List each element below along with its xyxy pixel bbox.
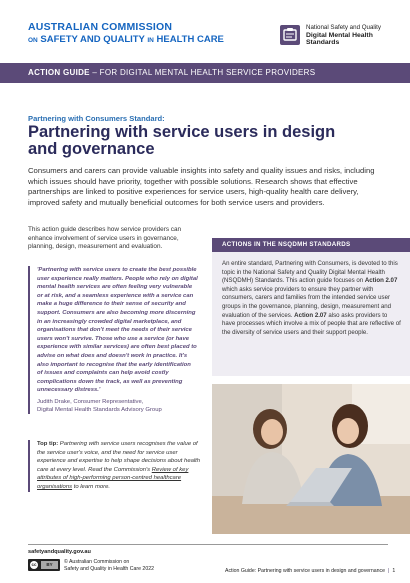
page-title: Partnering with service users in design and governance xyxy=(28,123,336,158)
cc-icon: cc xyxy=(31,562,37,567)
footer-website[interactable]: safetyandquality.gov.au xyxy=(28,549,91,555)
guide-description: This action guide describes how service providers can enhance involvement of service users in governance, planning, design, measurement and evaluation. xyxy=(28,226,182,250)
cc-by-icon: BY xyxy=(41,561,58,569)
photo-illustration xyxy=(212,384,410,534)
footer-doc-info: Action Guide: Partnering with service users in design and governance | 1 xyxy=(225,568,396,574)
top-tip: Top tip: Partnering with service users recognises the value of the service user's voice, and the need for service user experience and expertise to help shape decisions about health care at every level. Read the Commission's Review of key attributes of high-performing person-centred healthcare organisations to learn more. xyxy=(28,440,204,492)
footer-divider xyxy=(28,544,388,545)
standards-logo-text: National Safety and Quality Digital Mental Health Standards xyxy=(306,24,381,46)
clipboard-icon xyxy=(279,24,301,46)
nsqdmh-panel-text: An entire standard, Partnering with Consumers, is devoted to this topic in the National Safety and Quality Digital Mental Health (NSQDMH) Standards. This action guide focuses on Action 2.07 which asks service providers to ensure they partner with consumers, carers and families from the intended service user groups in the governance, planning, design, measurement and evaluation of the services. Action 2.07 also asks providers to have processes which involve a mix of people that are reflective of the diversity of service users and their support people. xyxy=(222,260,401,336)
page-number: 1 xyxy=(392,568,396,574)
org-name-line2: ON SAFETY AND QUALITY IN HEALTH CARE xyxy=(28,34,224,45)
intro-paragraph: Consumers and carers can provide valuable insights into safety and quality issues and risks, including which issues should have priority, together with possible solutions. Research shows that effective partnerships are linked to positive experiences for service users, high-quality health care delivery, improved safety and mutually beneficial outcomes for both service users and providers. xyxy=(28,166,375,207)
quote-text: 'Partnering with service users to create the best possible user experience really matters. People who rely on digital mental health services are often feeling very vulnerable or at risk, and a seamless experience with a service can make a huge difference to their sense of security and support. Consumers are also becoming more discerning in an increasingly crowded digital marketplace, and organisations that don't meet the needs of their service users won't survive. Those who use a service (or have experience with similar services) are often best placed to advise on what does and doesn't work in practice. It's also important to recognise that the early identification of issues and complaints can help avoid costly complications down the track, as well as preventing unnecessary distress.' xyxy=(37,267,198,394)
footer-copyright: © Australian Commission on Safety and Quality in Health Care 2022 xyxy=(64,559,154,572)
review-link[interactable]: Review of key attributes of high-performing person-centred healthcare organisations xyxy=(37,466,189,490)
creative-commons-badge xyxy=(28,559,60,571)
consumer-quote xyxy=(28,266,198,414)
standard-kicker: Partnering with Consumers Standard: xyxy=(28,114,165,123)
action-guide-label: ACTION GUIDE – FOR DIGITAL MENTAL HEALTH SERVICE PROVIDERS xyxy=(28,68,316,77)
footer-doc-title: Action Guide: Partnering with service users in design and governance xyxy=(225,568,386,574)
org-name-line1: AUSTRALIAN COMMISSION xyxy=(28,21,173,33)
commission-logo xyxy=(28,22,224,46)
photo-two-women-laptop xyxy=(212,384,410,534)
standards-logo xyxy=(279,24,381,47)
page-header xyxy=(0,0,410,58)
nsqdmh-panel-title: ACTIONS IN THE NSQDMH STANDARDS xyxy=(222,241,351,248)
quote-author: Judith Drake, Consumer Representative, Digital Mental Health Standards Advisory Group xyxy=(37,398,162,413)
